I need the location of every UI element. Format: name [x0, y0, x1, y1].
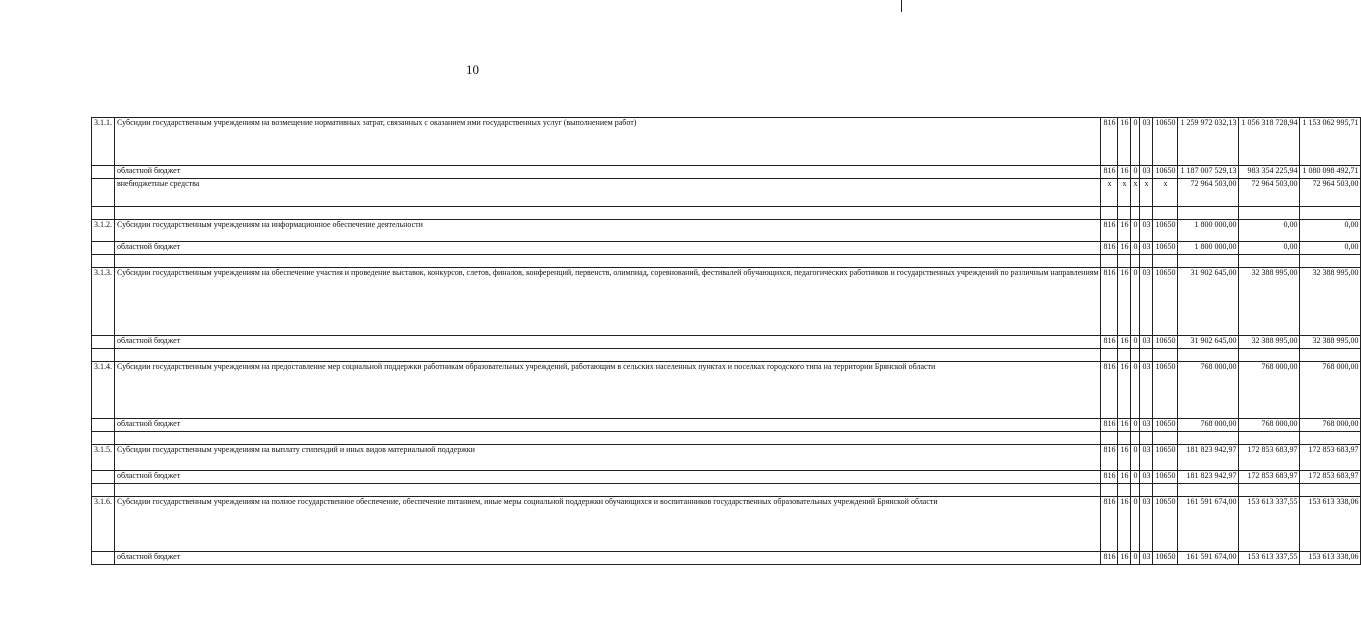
amount-cell: 0,00	[1239, 220, 1300, 242]
spacer-cell	[92, 432, 115, 445]
spacer-cell	[1239, 207, 1300, 220]
code-cell: 816	[1101, 166, 1118, 179]
code-cell: 10650	[1153, 118, 1178, 166]
amount-cell: 768 000,00	[1239, 362, 1300, 419]
item-number-cell: 3.1.5.	[92, 445, 115, 471]
code-cell: 816	[1101, 242, 1118, 255]
spacer-cell	[1178, 432, 1239, 445]
source-row	[92, 552, 1361, 565]
edge-mark	[901, 0, 902, 12]
amount-cell: 983 354 225,94	[1239, 166, 1300, 179]
description-cell: Субсидии государственным учреждениям на обеспечение участия и проведение выставок, конкурсов, слетов, финалов, конференций, первенств, олимпиад, соревнований, фестивалей обучающихся, педагогических работников и государственных учреждений по различным направлениям	[115, 268, 1101, 336]
spacer-cell	[1178, 484, 1239, 497]
code-cell: 16	[1118, 268, 1131, 336]
spacer-cell	[1239, 432, 1300, 445]
source-row	[92, 179, 1361, 207]
spacer-cell	[1239, 349, 1300, 362]
source-row	[92, 242, 1361, 255]
spacer-cell	[1178, 349, 1239, 362]
spacer-cell	[1101, 432, 1118, 445]
code-cell: 03	[1140, 497, 1153, 552]
code-cell: 0	[1131, 220, 1140, 242]
spacer-cell	[1153, 207, 1178, 220]
spacer-cell	[1118, 255, 1131, 268]
code-cell: 0	[1131, 242, 1140, 255]
amount-cell: 72 964 503,00	[1178, 179, 1239, 207]
amount-cell: 181 823 942,97	[1178, 471, 1239, 484]
description-cell: Субсидии государственным учреждениям на полное государственное обеспечение, обеспечение питанием, иные меры социальной поддержки обучающихся и воспитанников государственных образовательных учреждений Брянской области	[115, 497, 1101, 552]
item-number-cell	[92, 552, 115, 565]
spacer-cell	[1131, 207, 1140, 220]
amount-cell: 172 853 683,97	[1239, 471, 1300, 484]
spacer-cell	[1140, 484, 1153, 497]
code-cell: 03	[1140, 336, 1153, 349]
spacer-cell	[115, 255, 1101, 268]
spacer-cell	[1178, 207, 1239, 220]
code-cell: 03	[1140, 471, 1153, 484]
code-cell: 16	[1118, 419, 1131, 432]
code-cell: 0	[1131, 336, 1140, 349]
spacer-cell	[1153, 255, 1178, 268]
description-cell: областной бюджет	[115, 242, 1101, 255]
description-cell: областной бюджет	[115, 471, 1101, 484]
spacer-row	[92, 207, 1361, 220]
item-row	[92, 220, 1361, 242]
spacer-cell	[1118, 432, 1131, 445]
code-cell: 16	[1118, 118, 1131, 166]
amount-cell: 32 388 995,00	[1300, 336, 1361, 349]
spacer-cell	[1239, 484, 1300, 497]
source-row	[92, 471, 1361, 484]
item-number-cell	[92, 179, 115, 207]
code-cell: х	[1140, 179, 1153, 207]
code-cell: 10650	[1153, 220, 1178, 242]
amount-cell: 72 964 503,00	[1239, 179, 1300, 207]
amount-cell: 31 902 645,00	[1178, 268, 1239, 336]
item-row	[92, 268, 1361, 336]
amount-cell: 1 259 972 032,13	[1178, 118, 1239, 166]
item-number-cell	[92, 336, 115, 349]
amount-cell: 0,00	[1300, 242, 1361, 255]
spacer-cell	[1140, 432, 1153, 445]
source-row	[92, 336, 1361, 349]
amount-cell: 768 000,00	[1300, 362, 1361, 419]
item-number-cell	[92, 166, 115, 179]
spacer-cell	[92, 484, 115, 497]
spacer-cell	[92, 349, 115, 362]
spacer-cell	[115, 432, 1101, 445]
code-cell: 0	[1131, 166, 1140, 179]
code-cell: 16	[1118, 362, 1131, 419]
code-cell: 03	[1140, 220, 1153, 242]
code-cell: 10650	[1153, 242, 1178, 255]
code-cell: 0	[1131, 362, 1140, 419]
description-cell: Субсидии государственным учреждениям на информационное обеспечение деятельности	[115, 220, 1101, 242]
amount-cell: 172 853 683,97	[1300, 471, 1361, 484]
spacer-row	[92, 484, 1361, 497]
amount-cell: 153 613 337,55	[1239, 497, 1300, 552]
code-cell: 816	[1101, 336, 1118, 349]
spacer-cell	[1153, 349, 1178, 362]
amount-cell: 32 388 995,00	[1300, 268, 1361, 336]
code-cell: 10650	[1153, 362, 1178, 419]
code-cell: 16	[1118, 497, 1131, 552]
code-cell: 03	[1140, 552, 1153, 565]
amount-cell: 768 000,00	[1178, 419, 1239, 432]
item-row	[92, 362, 1361, 419]
code-cell: 10650	[1153, 471, 1178, 484]
code-cell: х	[1153, 179, 1178, 207]
amount-cell: 0,00	[1239, 242, 1300, 255]
spacer-cell	[1101, 207, 1118, 220]
amount-cell: 172 853 683,97	[1239, 445, 1300, 471]
code-cell: 10650	[1153, 419, 1178, 432]
amount-cell: 1 187 007 529,13	[1178, 166, 1239, 179]
item-number-cell	[92, 471, 115, 484]
code-cell: 03	[1140, 445, 1153, 471]
amount-cell: 32 388 995,00	[1239, 268, 1300, 336]
code-cell: 816	[1101, 220, 1118, 242]
spacer-cell	[115, 484, 1101, 497]
amount-cell: 768 000,00	[1239, 419, 1300, 432]
code-cell: 816	[1101, 268, 1118, 336]
spacer-row	[92, 349, 1361, 362]
code-cell: х	[1101, 179, 1118, 207]
code-cell: 03	[1140, 268, 1153, 336]
code-cell: 16	[1118, 166, 1131, 179]
description-cell: областной бюджет	[115, 552, 1101, 565]
spacer-cell	[1140, 255, 1153, 268]
code-cell: 0	[1131, 118, 1140, 166]
budget-table	[91, 117, 1361, 565]
spacer-cell	[1118, 484, 1131, 497]
source-row	[92, 419, 1361, 432]
description-cell: Субсидии государственным учреждениям на предоставление мер социальной поддержки работникам образовательных учреждений, работающим в сельских населенных пунктах и поселках городского типа на территории Брянской области	[115, 362, 1101, 419]
code-cell: 816	[1101, 471, 1118, 484]
description-cell: областной бюджет	[115, 336, 1101, 349]
code-cell: 0	[1131, 471, 1140, 484]
spacer-cell	[1131, 484, 1140, 497]
spacer-cell	[1300, 432, 1361, 445]
code-cell: 0	[1131, 497, 1140, 552]
description-cell: внебюджетные средства	[115, 179, 1101, 207]
spacer-cell	[92, 255, 115, 268]
code-cell: 816	[1101, 419, 1118, 432]
spacer-cell	[1140, 349, 1153, 362]
code-cell: 0	[1131, 445, 1140, 471]
spacer-cell	[1300, 484, 1361, 497]
spacer-cell	[1153, 484, 1178, 497]
code-cell: 816	[1101, 118, 1118, 166]
spacer-cell	[1140, 207, 1153, 220]
code-cell: 03	[1140, 118, 1153, 166]
code-cell: 816	[1101, 445, 1118, 471]
spacer-cell	[1101, 349, 1118, 362]
amount-cell: 161 591 674,00	[1178, 552, 1239, 565]
amount-cell: 0,00	[1300, 220, 1361, 242]
source-row	[92, 166, 1361, 179]
item-row	[92, 497, 1361, 552]
amount-cell: 768 000,00	[1300, 419, 1361, 432]
code-cell: х	[1131, 179, 1140, 207]
spacer-cell	[1118, 207, 1131, 220]
spacer-row	[92, 255, 1361, 268]
spacer-cell	[115, 349, 1101, 362]
spacer-row	[92, 432, 1361, 445]
spacer-cell	[1131, 349, 1140, 362]
code-cell: х	[1118, 179, 1131, 207]
code-cell: 0	[1131, 419, 1140, 432]
code-cell: 816	[1101, 362, 1118, 419]
amount-cell: 153 613 338,06	[1300, 552, 1361, 565]
amount-cell: 1 153 062 995,71	[1300, 118, 1361, 166]
item-row	[92, 118, 1361, 166]
spacer-cell	[115, 207, 1101, 220]
item-number-cell: 3.1.3.	[92, 268, 115, 336]
code-cell: 0	[1131, 552, 1140, 565]
page-number: 10	[466, 62, 479, 77]
amount-cell: 1 056 318 728,94	[1239, 118, 1300, 166]
item-row	[92, 445, 1361, 471]
spacer-cell	[1153, 432, 1178, 445]
code-cell: 03	[1140, 166, 1153, 179]
code-cell: 16	[1118, 220, 1131, 242]
code-cell: 10650	[1153, 552, 1178, 565]
amount-cell: 72 964 503,00	[1300, 179, 1361, 207]
spacer-cell	[1300, 207, 1361, 220]
spacer-cell	[1118, 349, 1131, 362]
code-cell: 16	[1118, 471, 1131, 484]
item-number-cell: 3.1.1.	[92, 118, 115, 166]
item-number-cell	[92, 419, 115, 432]
spacer-cell	[1131, 432, 1140, 445]
description-cell: Субсидии государственным учреждениям на выплату стипендий и иных видов материальной поддержки	[115, 445, 1101, 471]
item-number-cell	[92, 242, 115, 255]
code-cell: 16	[1118, 336, 1131, 349]
amount-cell: 161 591 674,00	[1178, 497, 1239, 552]
description-cell: областной бюджет	[115, 419, 1101, 432]
spacer-cell	[1178, 255, 1239, 268]
code-cell: 03	[1140, 362, 1153, 419]
code-cell: 0	[1131, 268, 1140, 336]
code-cell: 10650	[1153, 336, 1178, 349]
spacer-cell	[1131, 255, 1140, 268]
description-cell: Субсидии государственным учреждениям на возмещение нормативных затрат, связанных с оказанием ими государственных услуг (выполнением работ)	[115, 118, 1101, 166]
spacer-cell	[92, 207, 115, 220]
item-number-cell: 3.1.6.	[92, 497, 115, 552]
description-cell: областной бюджет	[115, 166, 1101, 179]
amount-cell: 153 613 338,06	[1300, 497, 1361, 552]
amount-cell: 1 800 000,00	[1178, 242, 1239, 255]
code-cell: 816	[1101, 497, 1118, 552]
item-number-cell: 3.1.4.	[92, 362, 115, 419]
spacer-cell	[1101, 484, 1118, 497]
item-number-cell: 3.1.2.	[92, 220, 115, 242]
code-cell: 10650	[1153, 497, 1178, 552]
amount-cell: 1 080 098 492,71	[1300, 166, 1361, 179]
amount-cell: 31 902 645,00	[1178, 336, 1239, 349]
code-cell: 03	[1140, 242, 1153, 255]
code-cell: 816	[1101, 552, 1118, 565]
amount-cell: 181 823 942,97	[1178, 445, 1239, 471]
spacer-cell	[1239, 255, 1300, 268]
amount-cell: 32 388 995,00	[1239, 336, 1300, 349]
amount-cell: 768 000,00	[1178, 362, 1239, 419]
code-cell: 10650	[1153, 445, 1178, 471]
code-cell: 03	[1140, 419, 1153, 432]
amount-cell: 172 853 683,97	[1300, 445, 1361, 471]
code-cell: 16	[1118, 552, 1131, 565]
amount-cell: 1 800 000,00	[1178, 220, 1239, 242]
spacer-cell	[1300, 349, 1361, 362]
amount-cell: 153 613 337,55	[1239, 552, 1300, 565]
spacer-cell	[1101, 255, 1118, 268]
code-cell: 10650	[1153, 268, 1178, 336]
spacer-cell	[1300, 255, 1361, 268]
code-cell: 10650	[1153, 166, 1178, 179]
code-cell: 16	[1118, 242, 1131, 255]
code-cell: 16	[1118, 445, 1131, 471]
